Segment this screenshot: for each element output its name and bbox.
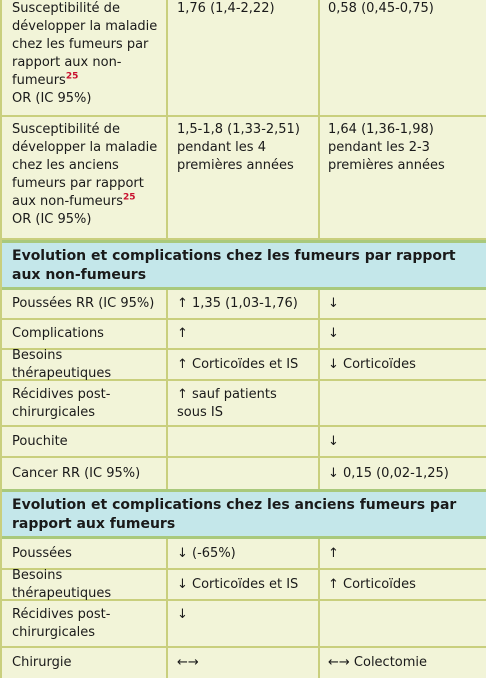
section-header (2, 489, 486, 539)
row-label: Susceptibilité de développer la maladie chez les fumeurs par rapport aux non- fumeurs (12, 1, 158, 88)
cell-col3 (320, 458, 486, 489)
row-label: Cancer RR (IC 95%) (12, 465, 141, 481)
table-row (2, 347, 486, 381)
table-row (2, 601, 486, 648)
cell-col3 (320, 427, 486, 456)
cell-value: ←→ Colectomie (328, 655, 428, 670)
cell-col3 (320, 0, 486, 115)
cell-value: ↑ sauf patients sous IS (177, 387, 277, 420)
cell-col2 (168, 601, 320, 646)
row-label-cell (2, 290, 168, 318)
cell-col3 (320, 648, 486, 678)
cell-col2 (168, 350, 320, 379)
cell-value: ↑ Corticoïdes et IS (177, 356, 299, 372)
cell-col2 (168, 290, 320, 318)
row-label-cell (2, 567, 168, 601)
table-row (2, 567, 486, 601)
cell-value: ↑ Corticoïdes (328, 576, 416, 592)
cell-col3 (320, 350, 486, 379)
cell-value: ↓ (328, 296, 339, 311)
row-label: Poussées (12, 545, 72, 561)
row-label: Récidives post- chirurgicales (12, 387, 111, 420)
row-label: Récidives post- chirurgicales (12, 607, 111, 640)
cell-col2 (168, 570, 320, 599)
cell-col2 (168, 320, 320, 348)
cell-value: ↓ 0,15 (0,02-1,25) (328, 465, 449, 481)
cell-value: ↑ (177, 326, 188, 341)
row-label: Poussées RR (IC 95%) (12, 296, 155, 311)
cell-col2 (168, 539, 320, 568)
cell-col3 (320, 570, 486, 599)
row-label-cell (2, 458, 168, 489)
table-row (2, 427, 486, 458)
cell-value: ↓ (-65%) (177, 545, 236, 561)
row-label-cell (2, 539, 168, 568)
cell-col3 (320, 601, 486, 646)
cell-value: ↑ (328, 545, 339, 561)
row-label: Chirurgie (12, 655, 72, 670)
cell-value: ↓ (177, 607, 188, 622)
cell-col2 (168, 0, 320, 115)
table-row (2, 539, 486, 570)
cell-col2 (168, 427, 320, 456)
cell-value: 1,5-1,8 (1,33-2,51) pendant les 4 premières années (177, 122, 300, 173)
cell-value: ↓ (328, 433, 339, 449)
row-label-cell (2, 347, 168, 381)
cell-col2 (168, 458, 320, 489)
cell-value: ↓ (328, 326, 339, 341)
reference-number: 25 (123, 192, 136, 203)
row-label: Besoins thérapeutiques (12, 567, 112, 601)
cell-value: ↑ 1,35 (1,03-1,76) (177, 296, 298, 311)
row-label-cell (2, 381, 168, 425)
cell-value: ↓ Corticoïdes et IS (177, 576, 299, 592)
table-row (2, 0, 486, 117)
table-row (2, 117, 486, 240)
row-label-cell (2, 117, 168, 238)
cell-col2 (168, 381, 320, 425)
cell-col2 (168, 117, 320, 238)
row-label: Susceptibilité de développer la maladie chez les anciens fumeurs par rapport aux non-fumeurs (12, 122, 158, 209)
cell-value: 1,76 (1,4-2,22) (177, 1, 275, 16)
table-row (2, 458, 486, 489)
cell-col3 (320, 290, 486, 318)
table-row (2, 320, 486, 350)
cell-value: 1,64 (1,36-1,98) pendant les 2-3 premières années (328, 122, 445, 173)
row-label-cell (2, 648, 168, 678)
row-label-cell (2, 427, 168, 456)
cell-col3 (320, 381, 486, 425)
row-label: Complications (12, 326, 104, 341)
section-header (2, 240, 486, 290)
row-label-cell (2, 601, 168, 646)
row-label: Pouchite (12, 433, 68, 449)
cell-col3 (320, 539, 486, 568)
cell-col3 (320, 117, 486, 238)
section-title: Evolution et complications chez les fumeurs par rapport aux non-fumeurs (12, 248, 456, 283)
table-row (2, 290, 486, 320)
reference-number: 25 (65, 71, 79, 82)
table-row (2, 381, 486, 427)
cell-col3 (320, 320, 486, 348)
cell-col2 (168, 648, 320, 678)
row-label: Besoins thérapeutiques (12, 347, 112, 381)
row-label-cell (2, 0, 168, 115)
cell-value: 0,58 (0,45-0,75) (328, 1, 434, 16)
row-label-tail: OR (IC 95%) (12, 91, 92, 106)
row-label-cell (2, 320, 168, 348)
row-label-tail: OR (IC 95%) (12, 212, 92, 227)
table-row (2, 648, 486, 678)
cell-value: ↓ Corticoïdes (328, 356, 416, 372)
cell-value: ←→ (177, 655, 199, 670)
section-title: Evolution et complications chez les anciens fumeurs par rapport aux fumeurs (12, 497, 457, 532)
